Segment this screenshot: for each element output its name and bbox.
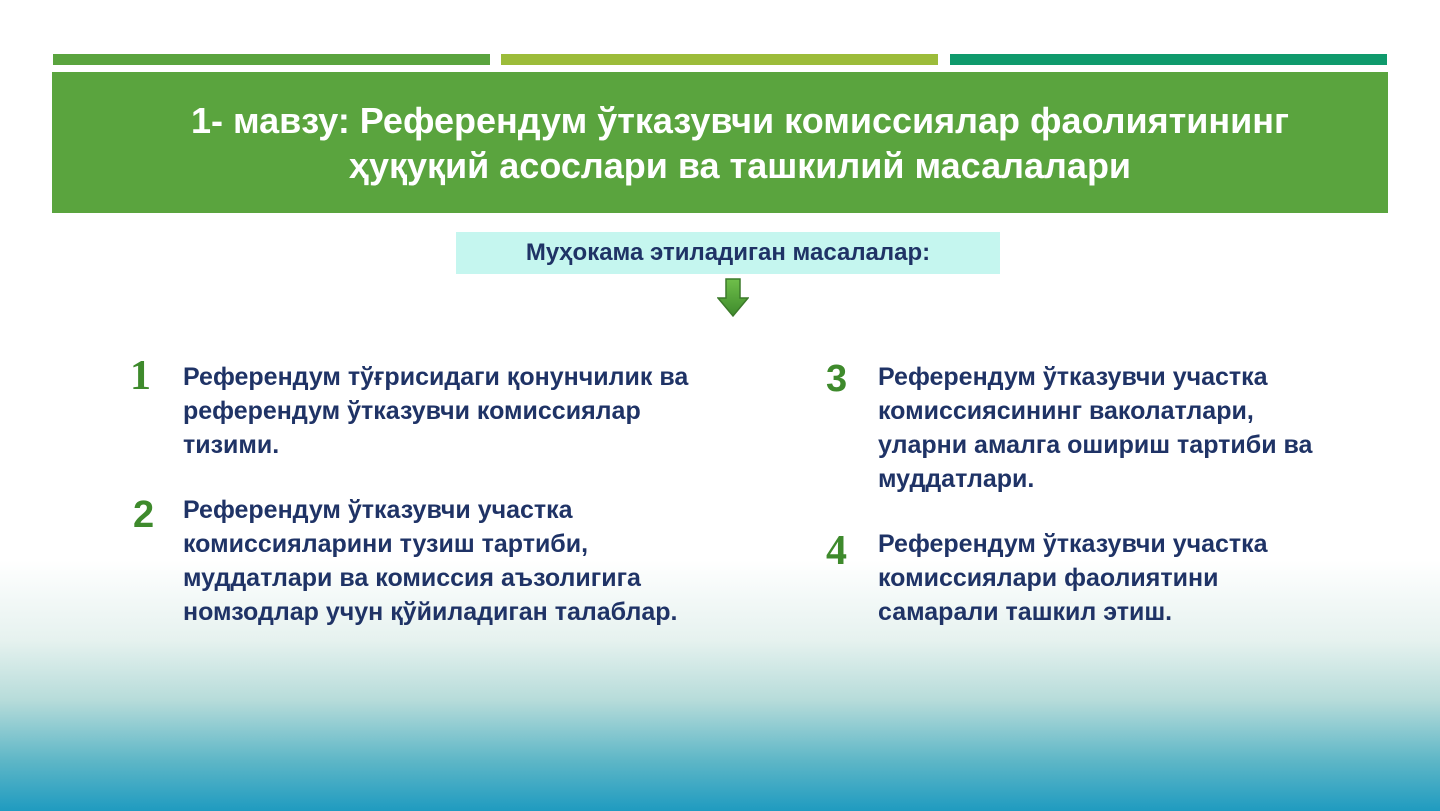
top-stripe-teal — [950, 54, 1387, 65]
subtitle-text: Муҳокама этиладиган масалалар: — [525, 239, 931, 266]
title-banner — [52, 72, 1388, 213]
item-number-1: 1 — [130, 353, 151, 399]
item-text-4: Референдум ўтказувчи участка комиссиялари фаолиятини самарали ташкил этиш. — [878, 530, 1268, 626]
item-number-3: 3 — [826, 358, 848, 400]
item-text-2: Референдум ўтказувчи участка комиссияларини тузиш тартиби, муддатлари ва комиссия аъзолигига номзодлар учун қўйиладиган талаблар. — [183, 496, 678, 626]
top-stripe-olive — [501, 54, 938, 65]
item-number-4: 4 — [826, 528, 847, 574]
item-text-3: Референдум ўтказувчи участка комиссиясининг ваколатлари, уларни амалга ошириш тартиби ва муддатлари. — [878, 363, 1313, 493]
item-number-2: 2 — [133, 494, 155, 536]
top-stripe-green — [53, 54, 490, 65]
item-text-1: Референдум тўғрисидаги қонунчилик ва референдум ўтказувчи комиссиялар тизими. — [183, 363, 689, 459]
subtitle-box — [456, 232, 1000, 274]
slide-title: 1- мавзу: Референдум ўтказувчи комиссиялар фаолиятининг ҳуқуқий асослари ва ташкилий масалалари — [190, 99, 1290, 186]
down-arrow-icon — [717, 278, 749, 318]
